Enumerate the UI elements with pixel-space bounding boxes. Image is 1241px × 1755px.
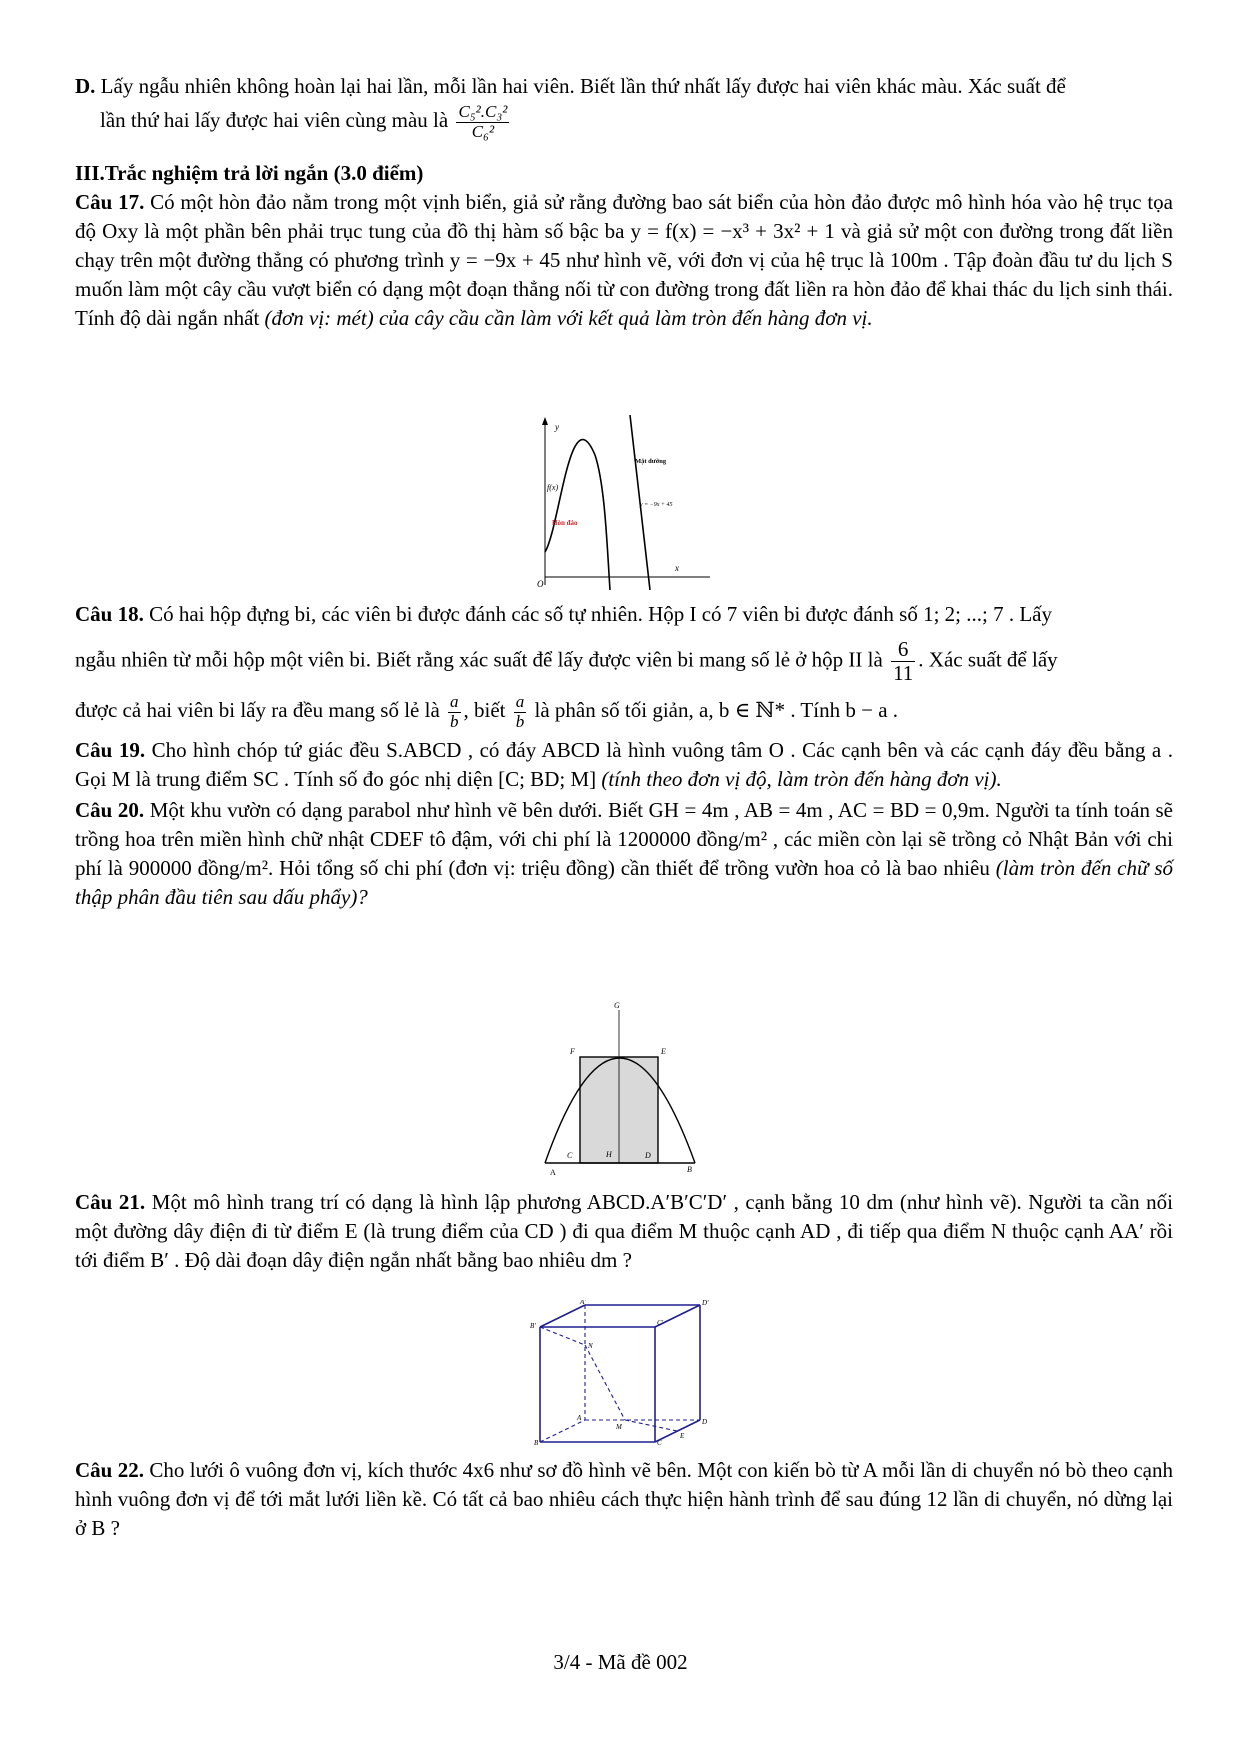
q18-label: Câu 18. (75, 602, 144, 626)
label-h: H (606, 1150, 612, 1159)
label-e: E (661, 1047, 666, 1056)
fraction-numerator: 6 (891, 638, 915, 662)
fraction-numerator: C₅².C₃² (458, 102, 508, 121)
q17-label: Câu 17. (75, 190, 145, 215)
q20-italic: (làm tròn đến chữ số thập phân đầu tiên sau dấu phẩy)? (75, 855, 1173, 909)
label-b: B (687, 1165, 692, 1174)
part-d-fraction (456, 103, 509, 141)
section-title: III.Trắc nghiệm trả lời ngắn (3.0 điểm) (75, 161, 424, 186)
q18-fraction-ab-2 (514, 693, 527, 731)
q18-text2b: . Xác suất để lấy (918, 647, 1058, 672)
q18-text3c: là phân số tối giản, a, b ∈ ℕ* . Tính b − a . (534, 698, 899, 723)
q21-label: Câu 21. (75, 1190, 146, 1214)
q18-text1: Có hai hộp đựng bi, các viên bi được đánh các số tự nhiên. Hộp I có 7 viên bi được đánh số 1; 2; ...; 7 . Lấy (149, 602, 1052, 626)
page-content (75, 72, 1173, 333)
edge-cd (655, 1420, 700, 1442)
origin-label: O (537, 579, 544, 589)
question-22 (75, 1456, 1173, 1543)
label-d: D (702, 1418, 708, 1426)
question-18 (75, 598, 1173, 630)
q17-figure (535, 415, 715, 590)
label-b: B (534, 1439, 539, 1445)
q21-block (75, 1188, 1173, 1275)
label-c: C (657, 1439, 662, 1445)
x-label: x (675, 563, 679, 573)
y-axis-arrow (542, 417, 548, 425)
label-d: D (645, 1151, 651, 1160)
q17-italic: (đơn vị: mét) của cây cầu cần làm với kết quả làm tròn đến hàng đơn vị. (264, 306, 873, 331)
question-21 (75, 1188, 1173, 1275)
island-label: Hòn đảo (552, 519, 578, 527)
fraction-denominator: b (515, 711, 525, 731)
label-n: N (588, 1342, 593, 1350)
q18-fraction-ab (448, 693, 461, 731)
label-a: A (577, 1414, 582, 1422)
part-d-text2: lần thứ hai lấy được hai viên cùng màu là (100, 108, 449, 132)
label-g: G (614, 1001, 620, 1010)
segment-b1n (540, 1327, 585, 1345)
label-a1: A' (580, 1300, 586, 1306)
q20-text: Một khu vườn có dạng parabol như hình vẽ bên dưới. Biết GH = 4m , AB = 4m , AC = BD = 0,9m. Người ta tính toán sẽ trồng hoa trên miền hình chữ nhật CDEF tô đậm, với chi phí là 1200000 đồng/m² , các miền còn lại sẽ trồng cỏ Nhật Bản với chi phí là 900000 đồng/m². Hỏi tổng số chi phí (đơn vị: triệu đồng) cần thiết để trồng vườn hoa cỏ là bao nhiêu (75, 797, 1174, 880)
segment-me (625, 1420, 677, 1431)
q18-text2a: ngẫu nhiên từ mỗi hộp một viên bi. Biết rằng xác suất để lấy được viên bi mang số lẻ ở hộp II là (75, 647, 883, 672)
q21-figure (530, 1300, 725, 1445)
part-d (75, 72, 1173, 101)
q22-text: Cho lưới ô vuông đơn vị, kích thước 4x6 như sơ đồ hình vẽ bên. Một con kiến bò từ A mỗi lần di chuyển nó bò theo cạnh hình vuông đơn vị để tới mắt lưới liền kề. Có tất cả bao nhiêu cách thực hiện hành trình để sau đúng 12 lần di chuyển, nó dừng lại ở B ? (75, 1458, 1173, 1540)
label-f: F (570, 1047, 575, 1056)
q18-text3a: được cả hai viên bi lấy ra đều mang số lẻ là (75, 698, 440, 723)
question-17 (75, 188, 1173, 333)
q19-text: Cho hình chóp tứ giác đều S.ABCD , có đáy ABCD là hình vuông tâm O . Các cạnh bên và các cạnh đáy đều bằng a . Gọi M là trung điểm SC . Tính số đo góc nhị diện [C; BD; M] (75, 737, 1173, 791)
fraction-denominator: 11 (893, 661, 914, 686)
part-d-label: D. (75, 74, 96, 98)
label-a: A (550, 1168, 556, 1177)
island-curve (545, 440, 610, 590)
q19-italic: (tính theo đơn vị độ, làm tròn đến hàng đơn vị). (601, 766, 1002, 791)
question-19 (75, 736, 1173, 794)
part-d-text1: Lấy ngẫu nhiên không hoàn lại hai lần, mỗi lần hai viên. Biết lần thứ nhất lấy được hai viên khác màu. Xác suất để (100, 74, 1066, 98)
question-20 (75, 796, 1173, 912)
q18-fraction-1 (891, 638, 915, 685)
part-d-line2 (75, 103, 1173, 141)
label-e: E (680, 1432, 685, 1440)
q21-text: Một mô hình trang trí có dạng là hình lập phương ABCD.A′B′C′D′ , cạnh bằng 10 dm (như hình vẽ). Người ta cần nối một đường dây điện đi từ điểm E (là trung điểm của CD ) đi qua điểm M thuộc cạnh AD , đi tiếp qua điểm N thuộc cạnh AA′ rồi tới điểm B′ . Độ dài đoạn dây điện ngắn nhất bằng bao nhiêu dm ? (75, 1190, 1173, 1272)
page-footer: 3/4 - Mã đề 002 (553, 1650, 688, 1674)
q20-figure (540, 1000, 715, 1180)
fx-label: f(x) (547, 483, 559, 492)
fraction-denominator: b (450, 711, 459, 731)
label-b1: B' (530, 1322, 536, 1330)
q20-label: Câu 20. (75, 797, 145, 822)
edge-b1a1 (540, 1305, 585, 1327)
label-c: C (567, 1151, 573, 1160)
fraction-numerator: a (450, 692, 459, 712)
segment-nm (585, 1345, 625, 1420)
edge-ab (540, 1420, 585, 1442)
label-m: M (616, 1423, 622, 1431)
q19-label: Câu 19. (75, 737, 146, 762)
y-label: y (555, 422, 559, 432)
fraction-denominator: C₆² (471, 121, 495, 141)
q22-label: Câu 22. (75, 1458, 144, 1482)
q18-line3 (75, 693, 1173, 731)
q18-line2 (75, 638, 1173, 685)
label-c1: C' (657, 1319, 664, 1327)
road-equation: y = −9x + 45 (640, 502, 673, 508)
q18-text3b: , biết (463, 698, 506, 723)
q17-text: Có một hòn đảo nằm trong một vịnh biển, giả sử rằng đường bao sát biển của hòn đảo được mô hình hóa vào hệ trục tọa độ Oxy là một phần bên phải trục tung của đồ thị hàm số bậc ba y = f(x) = −x³ + 3x² + 1 và giả sử một con đường trong đất liền chạy trên một đường thẳng có phương trình y = −9x + 45 như hình vẽ, với đơn vị của hệ trục là 100m . Tập đoàn đầu tư du lịch S muốn làm một cây cầu vượt biển có dạng một đoạn thẳng nối từ con đường trong đất liền ra hòn đảo để khai thác du lịch sinh thái. Tính độ dài ngắn nhất (75, 190, 1173, 331)
q18-to-q20 (75, 598, 1173, 912)
q22-block (75, 1456, 1173, 1543)
label-d1: D' (702, 1300, 709, 1307)
fraction-numerator: a (515, 692, 525, 712)
road-label: Mặt đường (635, 458, 667, 465)
